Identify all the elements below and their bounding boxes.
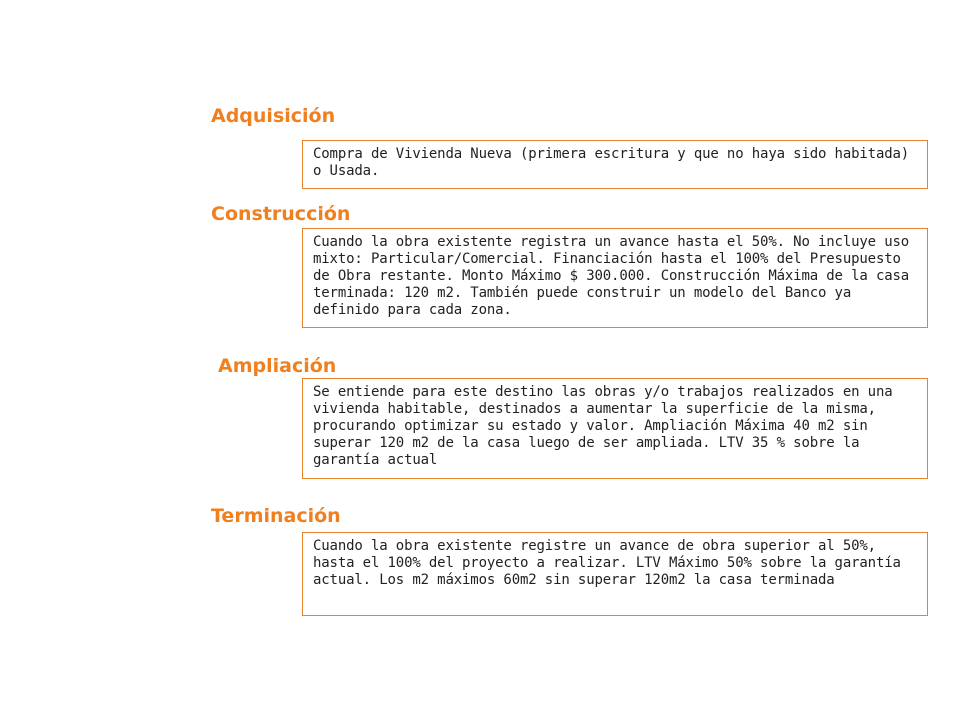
section-text-construccion: Cuando la obra existente registra un avance hasta el 50%. No incluye uso mixto: Particular/Comercial. Financiación hasta el 100% del Presupuesto de Obra restante. Monto Máximo $ 300.000. Construcción Máxima de la casa terminada: 120 m2. También puede construir un modelo del Banco ya definido para cada zona. bbox=[313, 234, 910, 318]
section-text-adquisicion: Compra de Vivienda Nueva (primera escritura y que no haya sido habitada) o Usada. bbox=[313, 146, 910, 179]
section-heading-ampliacion: Ampliación bbox=[218, 355, 337, 377]
section-text-ampliacion: Se entiende para este destino las obras y/o trabajos realizados en una vivienda habitable, destinados a aumentar la superficie de la misma, procurando optimizar su estado y valor. Ampliación Máxima 40 m2 sin superar 120 m2 de la casa luego de ser ampliada. LTV 35 % sobre la garantía actual bbox=[313, 384, 893, 468]
section-box-construccion bbox=[302, 228, 928, 328]
section-box-ampliacion bbox=[302, 378, 928, 479]
section-heading-adquisicion: Adquisición bbox=[211, 105, 336, 127]
section-box-adquisicion bbox=[302, 140, 928, 189]
section-heading-construccion: Construcción bbox=[211, 203, 351, 225]
section-heading-terminacion: Terminación bbox=[211, 505, 341, 527]
section-text-terminacion: Cuando la obra existente registre un avance de obra superior al 50%, hasta el 100% del proyecto a realizar. LTV Máximo 50% sobre la garantía actual. Los m2 máximos 60m2 sin superar 120m2 la casa terminada bbox=[313, 538, 901, 588]
section-box-terminacion bbox=[302, 532, 928, 616]
